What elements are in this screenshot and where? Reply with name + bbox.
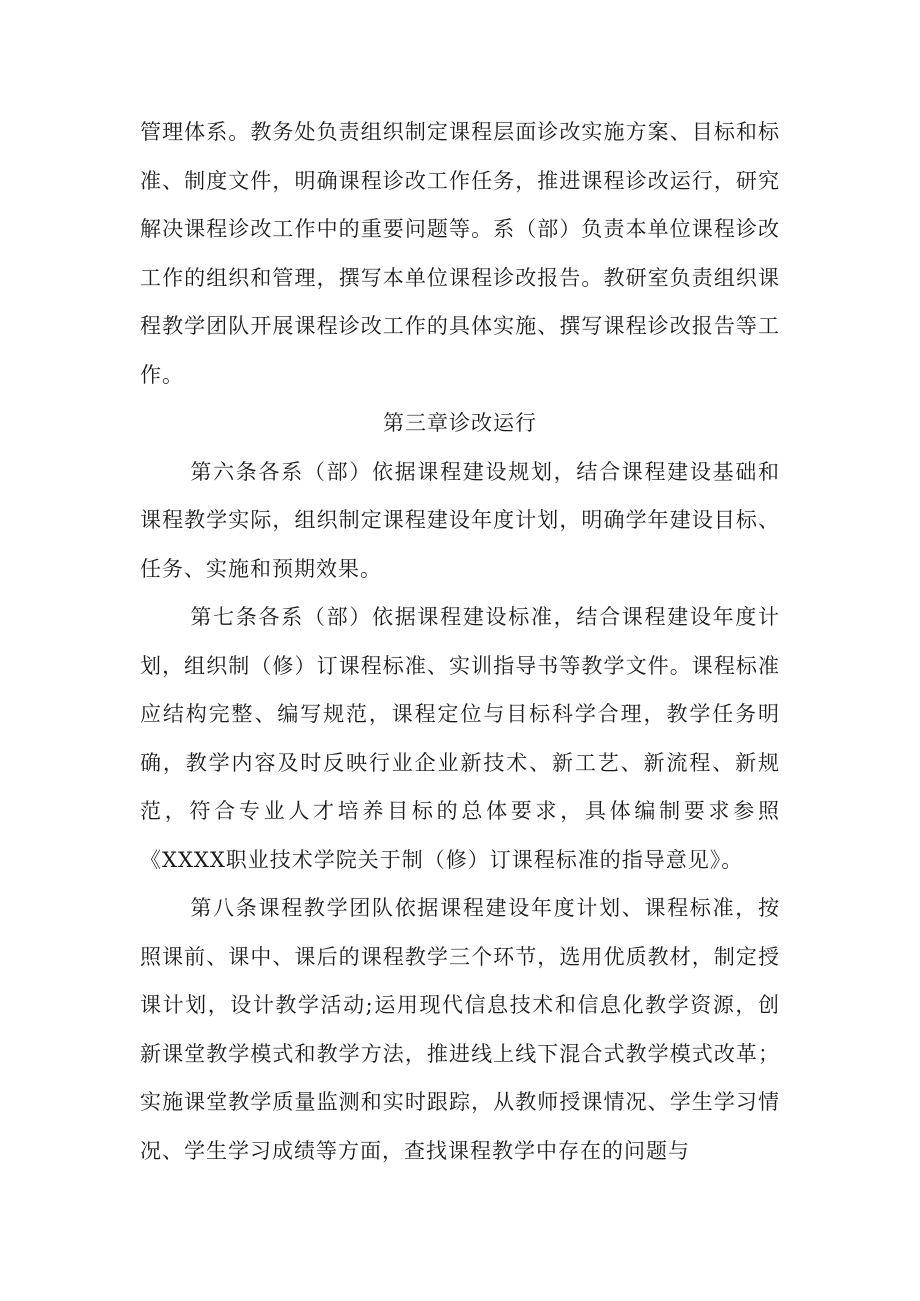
- paragraph-article-6: 第六条各系（部）依据课程建设规划，结合课程建设基础和课程教学实际，组织制定课程建设年度计划，明确学年建设目标、任务、实施和预期效果。: [140, 459, 780, 581]
- document-body: [140, 108, 780, 1175]
- paragraph-article-7: 第七条各系（部）依据课程建设标准，结合课程建设年度计划，组织制（修）订课程标准、实训指导书等教学文件。课程标准应结构完整、编写规范，课程定位与目标科学合理，教学任务明确，教学内容及时反映行业企业新技术、新工艺、新流程、新规范，符合专业人才培养目标的总体要求，具体编制要求参照《XXXX职业技术学院关于制（修）订课程标准的指导意见》。: [140, 605, 780, 872]
- chapter-heading: 第三章诊改运行: [383, 411, 537, 435]
- paragraph-management-system: 管理体系。教务处负责组织制定课程层面诊改实施方案、目标和标准、制度文件，明确课程诊改工作任务，推进课程诊改运行，研究解决课程诊改工作中的重要问题等。系（部）负责本单位课程诊改工作的组织和管理，撰写本单位课程诊改报告。教研室负责组织课程教学团队开展课程诊改工作的具体实施、撰写课程诊改报告等工作。: [140, 120, 780, 387]
- paragraph-article-8: 第八条课程教学团队依据课程建设年度计划、课程标准，按照课前、课中、课后的课程教学三个环节，选用优质教材，制定授课计划，设计教学活动;运用现代信息技术和信息化教学资源，创新课堂教学模式和教学方法，推进线上线下混合式教学模式改革；实施课堂教学质量监测和实时跟踪，从教师授课情况、学生学习情况、学生学习成绩等方面，查找课程教学中存在的问题与: [140, 896, 780, 1163]
